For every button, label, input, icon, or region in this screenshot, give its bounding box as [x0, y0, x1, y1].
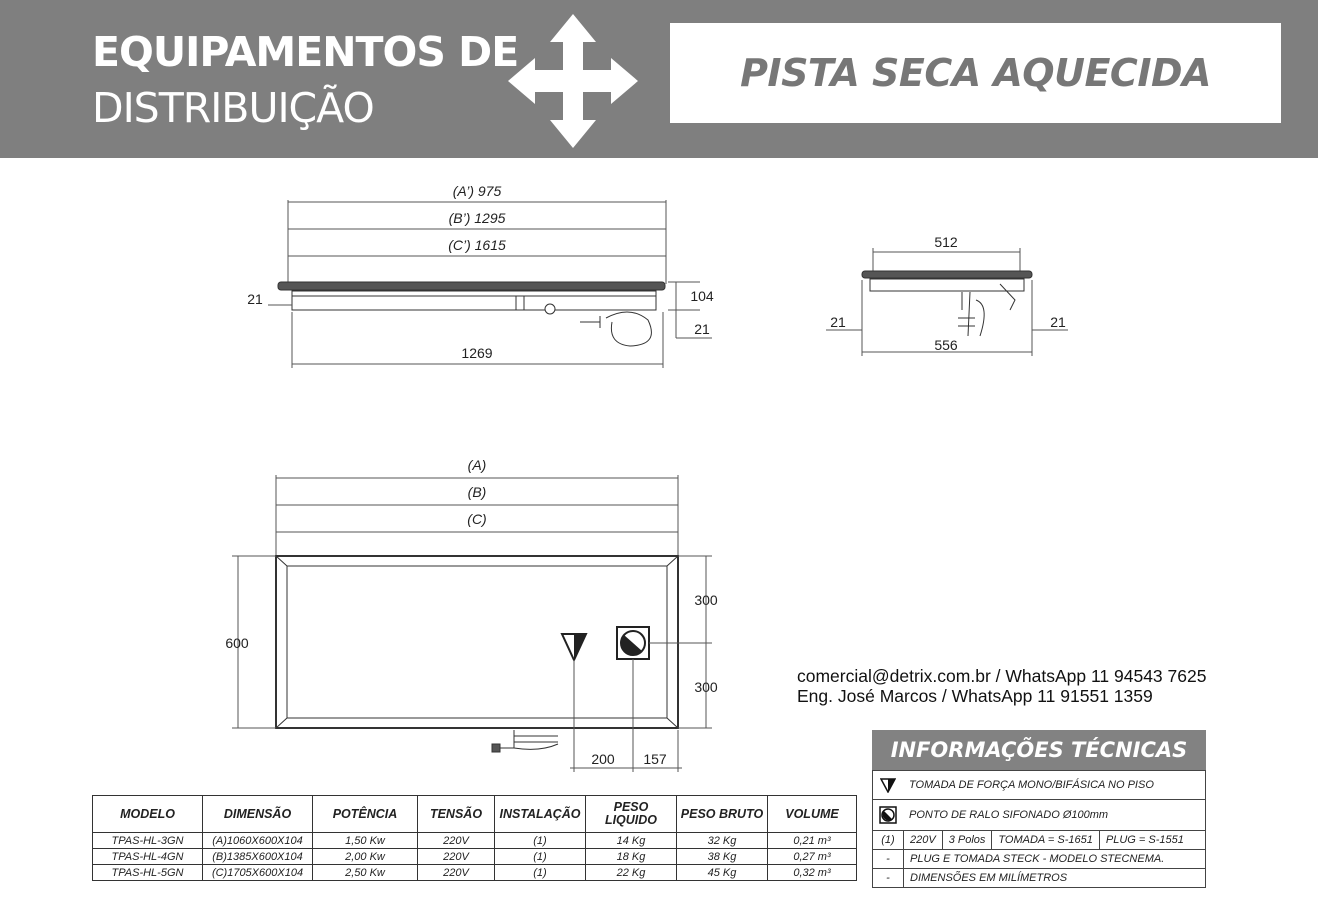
cell-tensao: 220V	[418, 849, 495, 865]
front-drain-icon	[545, 304, 555, 314]
front-dim-bottom: 1269	[461, 345, 493, 361]
info-row-socket	[872, 770, 1206, 800]
front-dim-left: 21	[247, 291, 263, 307]
plan-dim-c: (C)	[467, 511, 487, 527]
cell-instalacao: (1)	[495, 849, 586, 865]
side-dim-right: 21	[1050, 314, 1066, 330]
drain-icon	[873, 806, 903, 824]
plan-dim-bottom-right: 157	[643, 751, 667, 767]
info-plug-note-mark: -	[886, 853, 890, 865]
info-plug-note: PLUG E TOMADA STECK - MODELO STECNEMA.	[903, 850, 1170, 868]
spec-table-header	[93, 796, 857, 833]
cell-modelo: TPAS-HL-5GN	[93, 865, 203, 881]
front-dim-c: (C’) 1615	[448, 237, 506, 253]
plan-view	[225, 457, 718, 772]
col-potencia: POTÊNCIA	[313, 796, 418, 833]
brand-title-line1: EQUIPAMENTOS DE	[92, 28, 519, 76]
cell-volume: 0,27 m³	[768, 849, 857, 865]
front-dim-a: (A’) 975	[452, 183, 502, 199]
info-dim-note: DIMENSÕES EM MILÍMETROS	[903, 869, 1073, 887]
front-dim-height: 104	[690, 288, 714, 304]
col-peso-bruto: PESO BRUTO	[677, 796, 768, 833]
product-title: PISTA SECA AQUECIDA	[740, 51, 1211, 95]
cell-peso-liquido: 22 Kg	[586, 865, 677, 881]
side-dim-left: 21	[830, 314, 846, 330]
plan-dim-right-lower: 300	[694, 679, 718, 695]
front-dim-b: (B’) 1295	[448, 210, 506, 226]
cell-potencia: 2,50 Kw	[313, 865, 418, 881]
cell-dimensao: (B)1385X600X104	[203, 849, 313, 865]
col-instalacao: INSTALAÇÃO	[495, 796, 586, 833]
col-volume: VOLUME	[768, 796, 857, 833]
front-top-plate	[278, 282, 665, 290]
table-row	[93, 865, 857, 881]
cell-tensao: 220V	[418, 833, 495, 849]
cell-peso-bruto: 45 Kg	[677, 865, 768, 881]
cell-peso-liquido: 14 Kg	[586, 833, 677, 849]
plan-dim-bottom-left: 200	[591, 751, 615, 767]
plan-dim-right-upper: 300	[694, 592, 718, 608]
side-dim-bottom: 556	[934, 337, 958, 353]
technical-info-panel	[872, 730, 1206, 888]
cell-peso-bruto: 32 Kg	[677, 833, 768, 849]
cell-peso-bruto: 38 Kg	[677, 849, 768, 865]
col-peso-liquido: PESO LIQUIDO	[586, 796, 677, 833]
cell-tensao: 220V	[418, 865, 495, 881]
table-row	[93, 849, 857, 865]
cell-instalacao: (1)	[495, 833, 586, 849]
front-dim-right-bottom: 21	[694, 321, 710, 337]
side-top-plate	[862, 271, 1032, 278]
cell-volume: 0,32 m³	[768, 865, 857, 881]
col-modelo: MODELO	[93, 796, 203, 833]
cell-modelo: TPAS-HL-4GN	[93, 849, 203, 865]
table-row	[93, 833, 857, 849]
col-tensao: TENSÃO	[418, 796, 495, 833]
cell-potencia: 2,00 Kw	[313, 849, 418, 865]
technical-info-title: INFORMAÇÕES TÉCNICAS	[872, 730, 1206, 770]
plan-power-cord-icon	[500, 730, 558, 749]
info-install-plug: PLUG = S-1551	[1099, 831, 1190, 849]
contact-line-1: comercial@detrix.com.br / WhatsApp 11 94543 7625	[797, 666, 1207, 686]
info-install-mark: (1)	[881, 834, 895, 846]
col-dimensao: DIMENSÃO	[203, 796, 313, 833]
cell-peso-liquido: 18 Kg	[586, 849, 677, 865]
side-view	[826, 234, 1068, 356]
side-power-cord-icon	[958, 284, 1015, 336]
info-row-dim-note	[872, 869, 1206, 888]
side-dim-top: 512	[934, 234, 958, 250]
info-install-poles: 3 Polos	[942, 831, 992, 849]
plan-dim-a: (A)	[467, 457, 487, 473]
contact-info	[797, 666, 1206, 706]
front-view	[247, 183, 714, 368]
info-socket-text: TOMADA DE FORÇA MONO/BIFÁSICA NO PISO	[909, 779, 1154, 791]
cell-modelo: TPAS-HL-3GN	[93, 833, 203, 849]
plan-dim-b: (B)	[467, 484, 487, 500]
info-install-socket: TOMADA = S-1651	[991, 831, 1098, 849]
cell-volume: 0,21 m³	[768, 833, 857, 849]
plan-inner-frame	[287, 566, 667, 718]
info-drain-text: PONTO DE RALO SIFONADO Ø100mm	[909, 809, 1109, 821]
cell-instalacao: (1)	[495, 865, 586, 881]
cell-potencia: 1,50 Kw	[313, 833, 418, 849]
info-row-drain	[872, 800, 1206, 831]
front-power-cord-icon	[580, 312, 651, 346]
spec-table	[92, 795, 857, 881]
front-body	[292, 291, 656, 310]
cell-dimensao: (A)1060X600X104	[203, 833, 313, 849]
info-row-plug-note	[872, 850, 1206, 869]
plan-dim-depth: 600	[225, 635, 249, 651]
info-install-voltage: 220V	[903, 831, 942, 849]
info-dim-note-mark: -	[886, 872, 890, 884]
cell-dimensao: (C)1705X600X104	[203, 865, 313, 881]
socket-icon	[873, 777, 903, 793]
contact-line-2: Eng. José Marcos / WhatsApp 11 91551 1359	[797, 686, 1153, 706]
brand-title-line2: DISTRIBUIÇÃO	[92, 84, 374, 132]
info-row-install	[872, 831, 1206, 850]
